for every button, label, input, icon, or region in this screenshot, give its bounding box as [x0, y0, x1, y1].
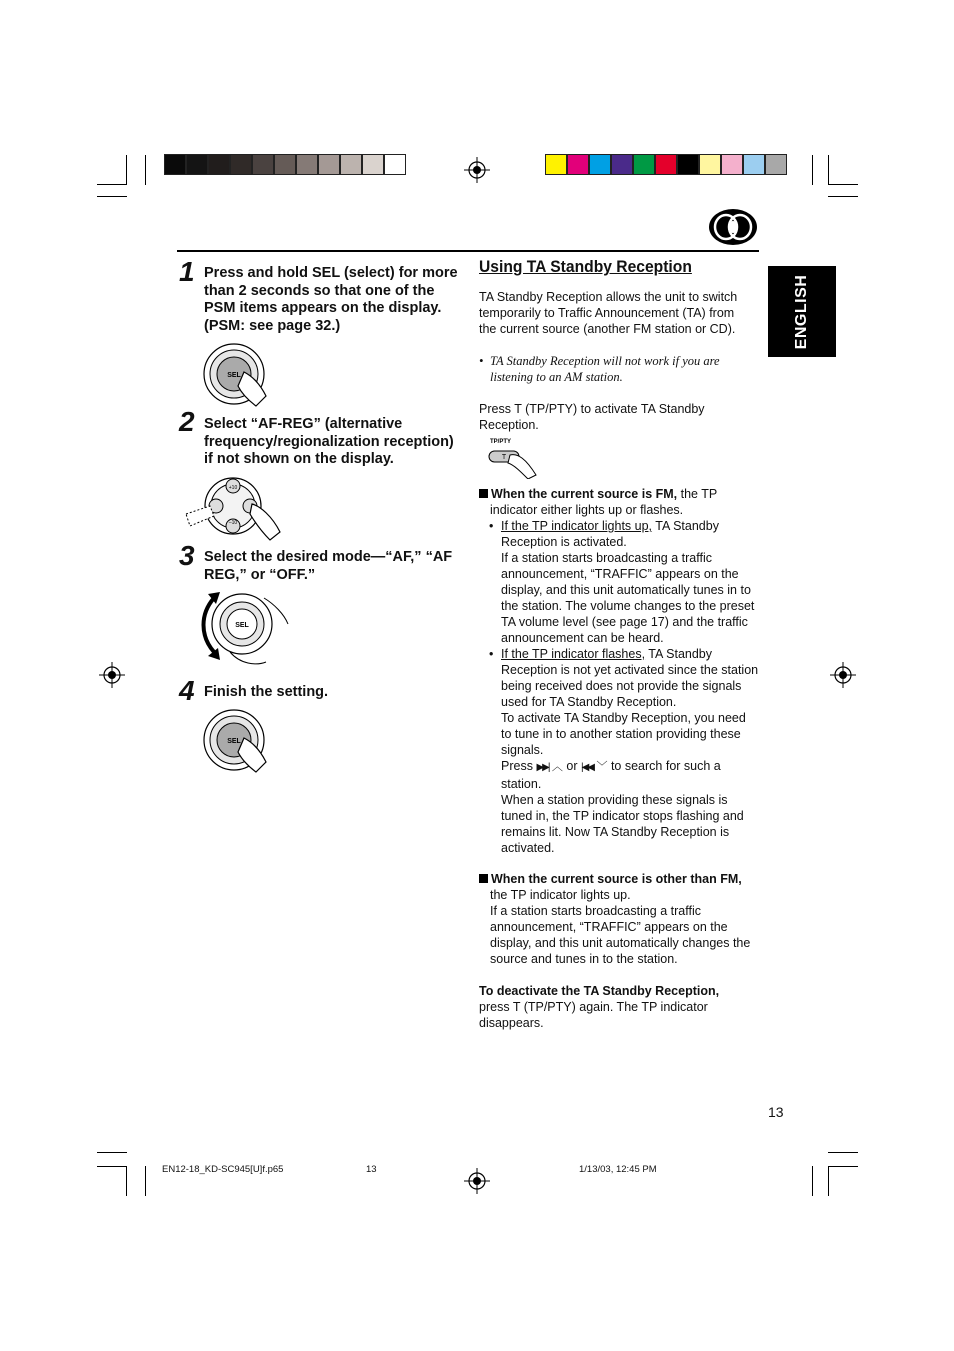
prev-track-icon: |◀◀	[581, 762, 593, 773]
process-color-bar	[545, 154, 787, 175]
deactivate-rest: press T (TP/PTY) again. The TP indicator disappears.	[479, 1000, 708, 1030]
color-swatch	[765, 154, 787, 175]
seek-buttons-press-icon	[184, 476, 284, 544]
color-swatch	[252, 154, 274, 175]
color-swatch	[655, 154, 677, 175]
color-swatch	[296, 154, 318, 175]
step-number: 4	[179, 675, 195, 706]
color-swatch	[340, 154, 362, 175]
search-instruction	[501, 758, 759, 792]
t-label: T	[501, 454, 507, 461]
plus10-label: +10	[228, 485, 238, 491]
square-bullet-icon	[479, 489, 488, 498]
flashes-lead: If the TP indicator flashes,	[501, 647, 646, 661]
color-swatch	[589, 154, 611, 175]
flashes-detail: To activate TA Standby Reception, you need to tune in to another station providing these signals.	[501, 711, 746, 757]
step-number: 1	[179, 256, 195, 287]
search-rest: to search for such a station.	[501, 759, 721, 791]
flashes-end: When a station providing these signals is tuned in, the TP indicator stops flashing and remains lit. Now TA Standby Reception is activated.	[501, 793, 744, 855]
fm-lead: When the current source is FM,	[491, 487, 678, 501]
down-chevron-icon: ﹀	[596, 761, 608, 773]
registration-mark-icon	[464, 157, 490, 183]
header-rule	[177, 250, 759, 252]
sel-knob-press-icon	[200, 342, 272, 410]
press-t-paragraph: Press T (TP/PTY) to activate TA Standby Reception.	[479, 402, 705, 432]
or-word: or	[566, 759, 578, 773]
step-number: 3	[179, 540, 195, 571]
step-text: Select “AF-REG” (alternative frequency/regionalization reception) if not shown on the display.	[204, 416, 454, 467]
intro-paragraph: TA Standby Reception allows the unit to switch temporarily to Traffic Announcement (TA) from the current source (another FM station or CD).	[479, 290, 738, 336]
tp-pty-label: TP/PTY	[490, 439, 512, 445]
lights-up-rest: TA Standby Reception is activated.	[501, 519, 719, 549]
knob-label: SEL	[227, 372, 241, 379]
step-number: 2	[179, 406, 195, 437]
registration-mark-icon	[99, 662, 125, 688]
color-swatch	[633, 154, 655, 175]
color-swatch	[677, 154, 699, 175]
sel-knob-rotate-icon	[200, 590, 292, 668]
sel-knob-press-icon	[200, 708, 272, 776]
step-text: Finish the setting.	[204, 684, 329, 700]
up-chevron-icon: ︿	[551, 761, 563, 773]
color-swatch	[721, 154, 743, 175]
registration-mark-icon	[830, 662, 856, 688]
press-word: Press	[501, 759, 533, 773]
footer-page: 13	[366, 1164, 377, 1175]
color-swatch	[230, 154, 252, 175]
next-track-icon: ▶▶|	[536, 762, 549, 773]
language-label: ENGLISH	[793, 274, 810, 349]
lights-up-lead: If the TP indicator lights up,	[501, 519, 653, 533]
radio-waves-icon	[708, 208, 758, 246]
color-swatch	[274, 154, 296, 175]
step-text: Press and hold SEL (select) for more than 2 seconds so that one of the PSM items appears on the display. (PSM: see page 32.)	[204, 265, 458, 334]
step-text: Select the desired mode—“AF,” “AF REG,” or “OFF.”	[204, 549, 453, 583]
grayscale-color-bar	[164, 154, 406, 175]
deactivate-block	[479, 983, 739, 1031]
other-detail: If a station starts broadcasting a traffic announcement, “TRAFFIC” appears on the display, and this unit automatically changes the source and tunes in to the station.	[490, 904, 751, 966]
section-heading: Using TA Standby Reception	[479, 257, 692, 276]
color-swatch	[362, 154, 384, 175]
fm-rest: the TP indicator either lights up or flashes.	[490, 487, 717, 517]
minus10-label: –10	[228, 520, 238, 526]
color-swatch	[318, 154, 340, 175]
lights-up-detail: If a station starts broadcasting a traffic announcement, “TRAFFIC” appears on the display, and this unit automatically tunes in to the station. The volume changes to the preset TA volume level (see page 17) and the traffic announcement can be heard.	[501, 551, 755, 645]
knob-label: SEL	[227, 738, 241, 745]
deactivate-lead: To deactivate the TA Standby Reception,	[479, 984, 720, 998]
footer-date: 1/13/03, 12:45 PM	[579, 1164, 657, 1175]
fm-source-block: When the current source is FM, the TP indicator either lights up or flashes. • If the TP indicator lights up, TA Standby Reception is activated. If a station starts broadcasting a traffic announcement, “TRAFFIC” appears on the display, and this unit automatically tunes in to the station. The volume changes to the preset TA volume level (see page 17) and the traffic announcement can be heard. • If the TP indicator flashes, TA Standby Reception is not yet activated since the station being received does not provide the signals used for TA Standby Reception. To activate TA Standby Reception, you need to tune in to another station providing these signals. Press ▶▶| ︿ or |◀◀ ﹀ to search for such a station. When a station providing these signals is tuned in, the TP indicator stops flashing and remains lit. Now TA Standby Reception is activated.	[479, 486, 759, 856]
color-swatch	[611, 154, 633, 175]
language-tab	[768, 266, 836, 357]
color-swatch	[743, 154, 765, 175]
note-text: TA Standby Reception will not work if you are listening to an AM station.	[490, 354, 720, 384]
registration-mark-icon	[464, 1168, 490, 1194]
color-swatch	[567, 154, 589, 175]
color-swatch	[545, 154, 567, 175]
other-source-block	[479, 871, 759, 967]
footer-file: EN12-18_KD-SC945[U]f.p65	[162, 1164, 284, 1175]
page-number: 13	[768, 1104, 784, 1120]
color-swatch	[384, 154, 406, 175]
knob-label: SEL	[235, 622, 249, 629]
color-swatch	[164, 154, 186, 175]
other-lead: When the current source is other than FM,	[491, 872, 742, 886]
am-note: • TA Standby Reception will not work if you are listening to an AM station.	[479, 353, 749, 385]
color-swatch	[186, 154, 208, 175]
color-swatch	[208, 154, 230, 175]
square-bullet-icon	[479, 874, 488, 883]
color-swatch	[699, 154, 721, 175]
other-rest: the TP indicator lights up.	[490, 888, 631, 902]
flashes-rest: TA Standby Reception is not yet activated since the station being received does not provide the signals used for TA Standby Reception.	[501, 647, 759, 709]
t-button-press-icon	[486, 437, 542, 479]
